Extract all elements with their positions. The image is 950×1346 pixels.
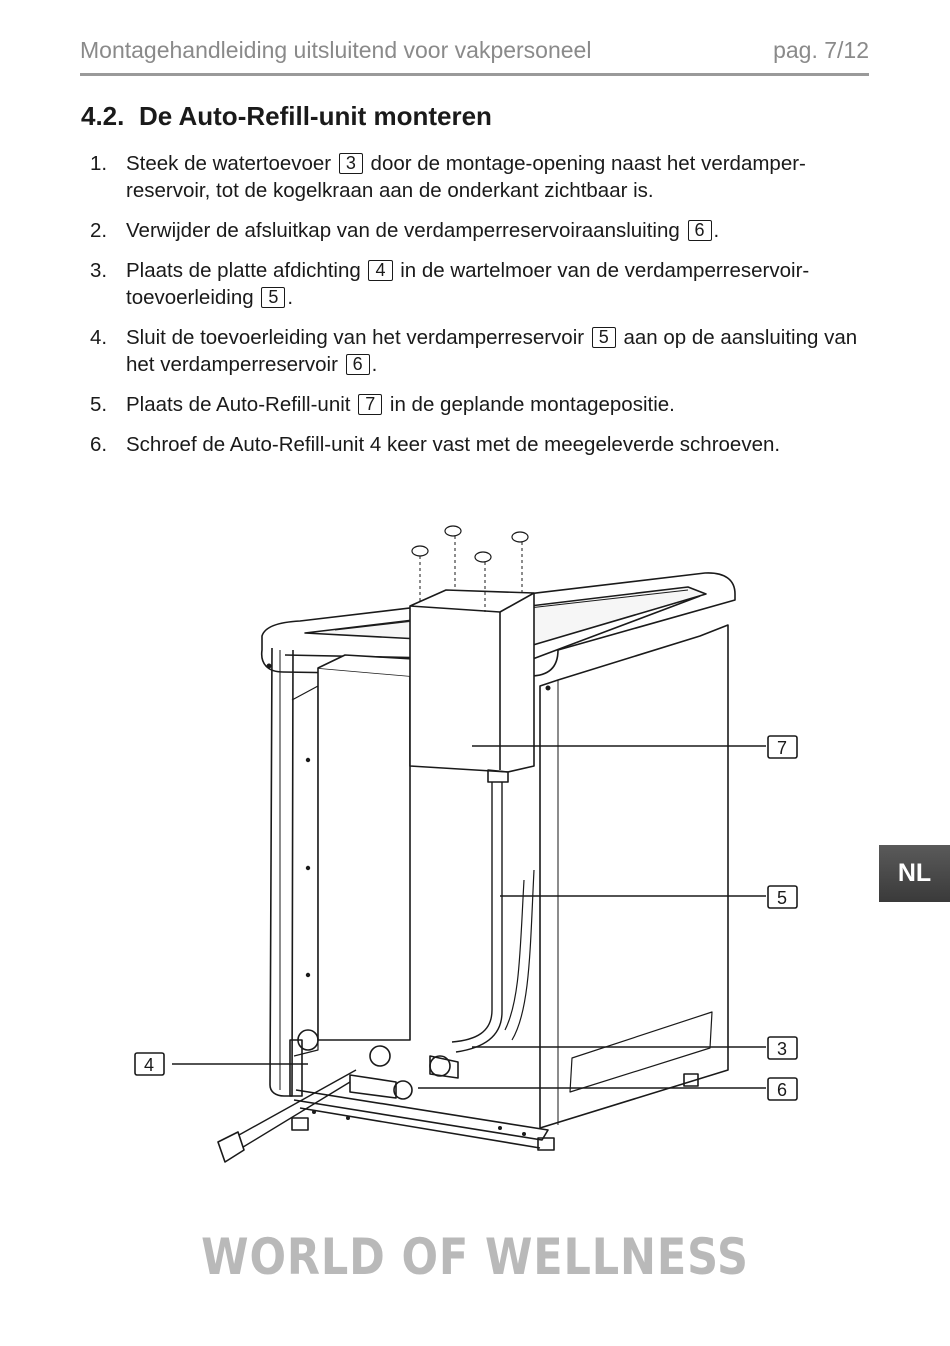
step-text: aan op de aansluiting van het verdamperreservoir: [126, 326, 858, 376]
header-title: Montagehandleiding uitsluitend voor vakpersoneel: [80, 37, 592, 63]
auto-refill-unit: [410, 590, 534, 772]
cabinet-left-side: [270, 648, 293, 1096]
step-text: door de montage-opening naast het verdamper-reservoir, tot de kogelkraan aan de onderkant zichtbaar is.: [126, 152, 806, 202]
callout-7: 7: [776, 738, 788, 758]
callout-4: 4: [143, 1055, 155, 1075]
callout-3: 3: [776, 1039, 788, 1059]
callout-5: 5: [776, 888, 788, 908]
ref-badge: 6: [346, 354, 370, 375]
page-number: pag. 7/12: [773, 37, 869, 63]
section-number: 4.2.: [81, 101, 125, 131]
language-tab: NL: [879, 845, 950, 902]
step-number: 4.: [90, 326, 108, 349]
step-number: 5.: [90, 393, 108, 416]
step-5: [90, 391, 880, 418]
ref-badge: 6: [688, 220, 712, 241]
ref-badge: 7: [358, 394, 382, 415]
instruction-list: [90, 150, 880, 471]
ref-badge: 3: [339, 153, 363, 174]
step-1: [90, 150, 880, 204]
step-6: [90, 431, 880, 458]
step-text: Plaats de platte afdichting: [126, 259, 361, 282]
step-2: [90, 217, 880, 244]
step-number: 1.: [90, 152, 108, 175]
step-number: 6.: [90, 433, 108, 456]
step-text: .: [287, 286, 294, 309]
step-text: .: [371, 353, 378, 376]
step-text: Steek de watertoevoer: [126, 152, 332, 175]
step-text: in de wartelmoer van de verdamperreservoir-toevoerleiding: [126, 259, 810, 309]
step-text: Verwijder de afsluitkap van de verdamperreservoiraansluiting: [126, 219, 680, 242]
step-4: [90, 324, 880, 378]
assembly-illustration: [120, 515, 840, 1175]
page-header: [80, 36, 869, 76]
step-3: [90, 257, 880, 311]
step-text: Schroef de Auto-Refill-unit 4 keer vast met de meegeleverde schroeven.: [126, 433, 781, 456]
evaporator-reservoir: [318, 668, 410, 1040]
step-text: Plaats de Auto-Refill-unit: [126, 393, 351, 416]
supply-pipe: [452, 782, 502, 1052]
section-heading: De Auto-Refill-unit monteren: [139, 101, 492, 131]
step-text: in de geplande montagepositie.: [389, 393, 675, 416]
ref-badge: 5: [592, 327, 616, 348]
step-number: 3.: [90, 259, 108, 282]
step-number: 2.: [90, 219, 108, 242]
cabinet-right-side: [540, 625, 728, 1128]
callout-6: 6: [776, 1080, 788, 1100]
section-title: [81, 101, 492, 132]
step-text: .: [713, 219, 720, 242]
brand-footer: WORLD OF WELLNESS: [201, 1228, 749, 1286]
step-text: Sluit de toevoerleiding van het verdamperreservoir: [126, 326, 585, 349]
ref-badge: 4: [368, 260, 392, 281]
ref-badge: 5: [261, 287, 285, 308]
